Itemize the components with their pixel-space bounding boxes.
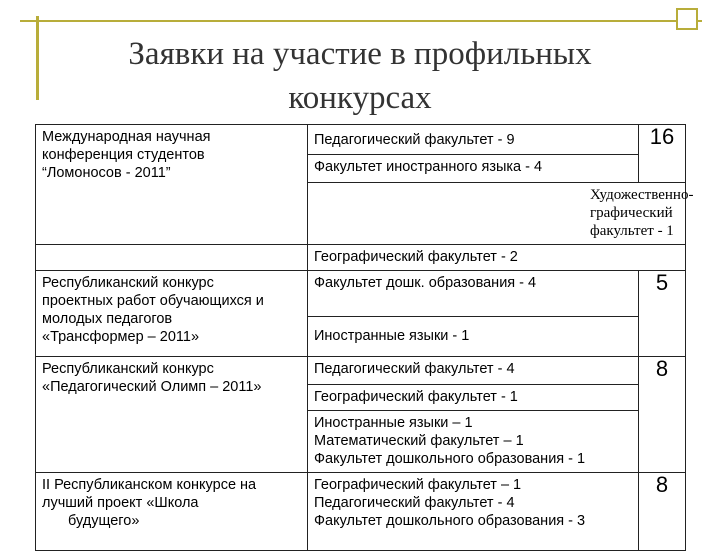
competition-name-line: «Педагогический Олимп – 2011» [42,379,262,395]
slide-title [60,32,660,120]
faculty-entry: Факультет дошкольного образования - 1 [314,451,586,467]
total-count: 8 [639,357,686,473]
faculty-cell [308,245,686,271]
faculty-entry: Географический факультет - 1 [314,389,518,405]
empty-cell [36,245,308,271]
decorative-left-line [36,16,39,100]
faculty-cell [308,155,639,183]
total-count: 8 [639,473,686,551]
competition-name-line: лучший проект «Школа [42,495,199,511]
title-line-1: Заявки на участие в профильных [128,36,592,72]
competition-name-line: «Трансформер – 2011» [42,329,200,345]
faculty-entry: Педагогический факультет - 4 [314,361,515,377]
faculty-entry: Педагогический факультет - 9 [314,132,515,148]
faculty-entry: Факультет дошкольного образования - 3 [314,513,586,529]
faculty-entry: Географический факультет – 1 [314,477,522,493]
faculty-entry: Математический факультет – 1 [314,433,524,449]
faculty-cell [308,385,639,411]
faculty-cell [308,125,639,155]
competition-name-line: молодых педагогов [42,311,173,327]
faculty-cell [308,317,639,357]
faculty-cell [308,271,639,317]
competition-name-line: конференция студентов [42,147,205,163]
faculty-entry: Факультет иностранного языка - 4 [314,159,543,175]
faculty-entry: Педагогический факультет - 4 [314,495,515,511]
applications-table [35,124,694,551]
title-line-2: конкурсах [288,80,432,116]
faculty-entry: Факультет дошк. образования - 4 [314,275,537,291]
competition-name-line: “Ломоносов - 2011” [42,165,171,181]
decorative-corner-square [676,8,698,30]
faculty-entry: Иностранные языки - 1 [314,328,470,344]
competition-name [36,357,308,473]
faculty-entry: Художественно-графический факультет - 1 [590,187,694,239]
faculty-cell [308,473,639,551]
competition-name [36,473,308,551]
faculty-cell [308,183,694,245]
competition-name-line: Республиканский конкурс [42,361,214,377]
competition-name-line: II Республиканском конкурсе на [42,477,257,493]
table-row [36,271,686,317]
total-count: 5 [639,271,686,357]
faculty-entry: Географический факультет - 2 [314,249,518,265]
competition-name-line: проектных работ обучающихся и [42,293,264,309]
faculty-entry: Иностранные языки – 1 [314,415,473,431]
table-row [36,245,686,271]
faculty-cell [308,357,639,385]
table-row [36,473,686,551]
total-count: 16 [639,125,686,183]
table-row [36,125,686,155]
table-row [36,357,686,385]
competition-name-line: Международная научная [42,129,211,145]
competition-name-line: Республиканский конкурс [42,275,214,291]
faculty-cell [308,411,639,473]
competition-name [36,125,308,245]
competition-name [36,271,308,357]
decorative-top-line [20,20,702,22]
competition-name-line: будущего» [68,513,140,529]
